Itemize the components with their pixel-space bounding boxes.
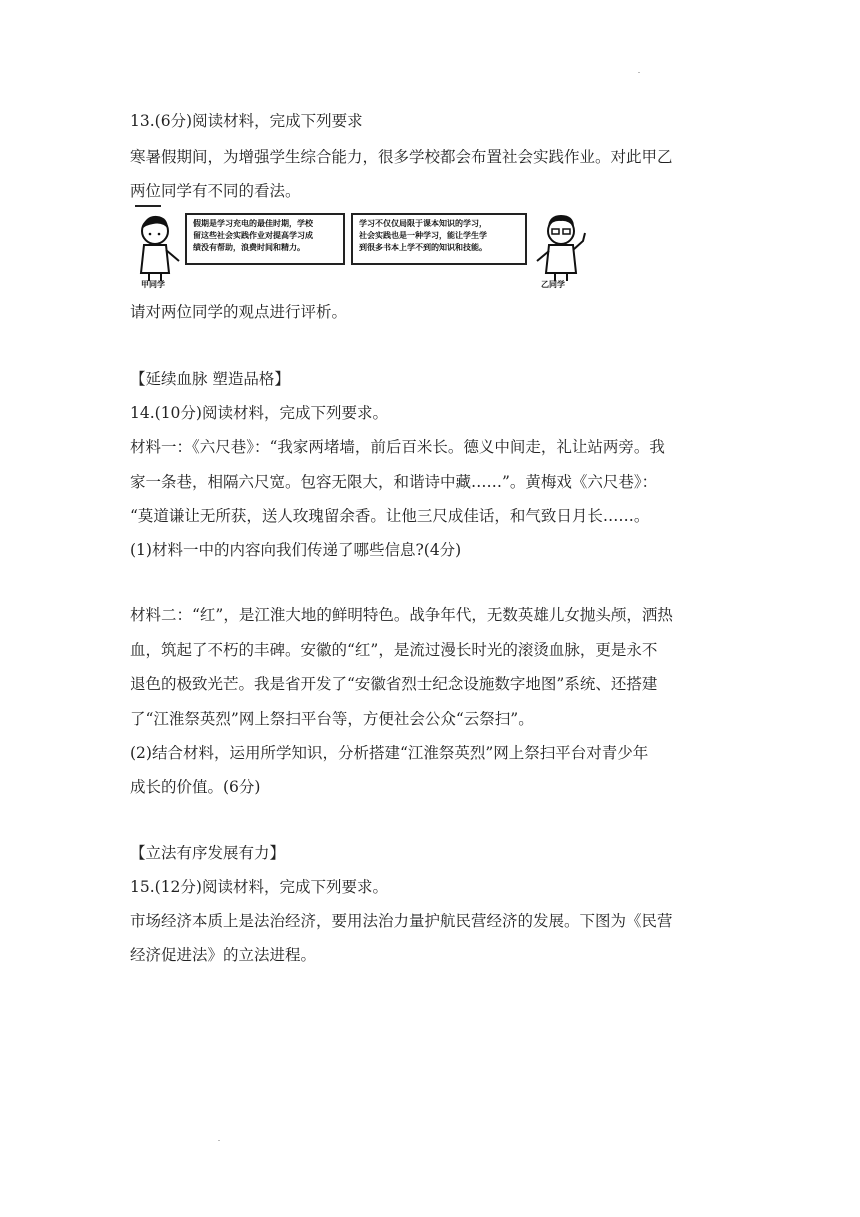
q13-question: 请对两位同学的观点进行评析。 <box>130 303 348 321</box>
scan-speck <box>638 72 640 73</box>
q14-material2-line-2: 血，筑起了不朽的丰碑。安徽的“红”，是流过漫长时光的滚烫血脉，更是永不 <box>130 641 658 659</box>
section-heading-2: 【延续血脉 塑造品格】 <box>130 370 290 388</box>
speech-bubble-student-a <box>185 213 345 265</box>
q14-material2-line-4: 了“江淮祭英烈”网上祭扫平台等，方便社会公众“云祭扫”。 <box>130 710 534 728</box>
bubble-b-line-2: 社会实践也是一种学习，能让学生学 <box>359 231 487 240</box>
speech-bubble-student-b <box>351 213 527 265</box>
section-heading-3: 【立法有序发展有力】 <box>130 844 286 862</box>
q15-line-1: 市场经济本质上是法治经济，要用法治力量护航民营经济的发展。下图为《民营 <box>130 912 673 930</box>
q14-subquestion-2-line-1: (2)结合材料，运用所学知识，分析搭建“江淮祭英烈”网上祭扫平台对青少年 <box>130 744 649 762</box>
scan-speck <box>218 1140 220 1141</box>
q13-figure <box>135 205 595 293</box>
q14-material1-line-2: 家一条巷，相隔六尺宽。包容无限大，和谐诗中藏……”。黄梅戏《六尺巷》： <box>130 473 658 491</box>
bubble-b-line-3: 到很多书本上学不到的知识和技能。 <box>359 243 487 252</box>
bubble-b-line-1: 学习不仅仅局限于课本知识的学习， <box>359 219 487 228</box>
q15-title: 15.(12分)阅读材料，完成下列要求。 <box>130 878 388 896</box>
q14-title: 14.(10分)阅读材料，完成下列要求。 <box>130 404 388 422</box>
bubble-a-line-3: 绩没有帮助，浪费时间和精力。 <box>193 243 305 252</box>
q14-material1-line-1: 材料一：《六尺巷》：“我家两堵墙，前后百米长。德义中间走，礼让站两旁。我 <box>130 438 665 456</box>
q13-intro-line-2: 两位同学有不同的看法。 <box>130 182 301 200</box>
q14-material2-line-3: 退色的极致光芒。我是省开发了“安徽省烈士纪念设施数字地图”系统、还搭建 <box>130 675 658 693</box>
q15-line-2: 经济促进法》的立法进程。 <box>130 946 317 964</box>
q14-subquestion-1: (1)材料一中的内容向我们传递了哪些信息?(4分) <box>130 541 462 559</box>
q14-material2-line-1: 材料二：“红”，是江淮大地的鲜明特色。战争年代，无数英雄儿女抛头颅，洒热 <box>130 606 673 624</box>
caption-student-a: 甲同学 <box>141 280 165 289</box>
q14-subquestion-2-line-2: 成长的价值。(6分) <box>130 778 261 796</box>
q13-intro-line-1: 寒暑假期间，为增强学生综合能力，很多学校都会布置社会实践作业。对此甲乙 <box>130 148 673 166</box>
caption-student-b: 乙同学 <box>541 280 565 289</box>
bubble-a-line-2: 留这些社会实践作业对提高学习成 <box>193 231 313 240</box>
q14-material1-line-3: “莫道谦让无所获，送人玫瑰留余香。让他三尺成佳话，和气致日月长……。 <box>130 507 650 525</box>
q13-title: 13.(6分)阅读材料，完成下列要求 <box>130 112 363 130</box>
bubble-a-line-1: 假期是学习充电的最佳时期，学校 <box>193 219 313 228</box>
